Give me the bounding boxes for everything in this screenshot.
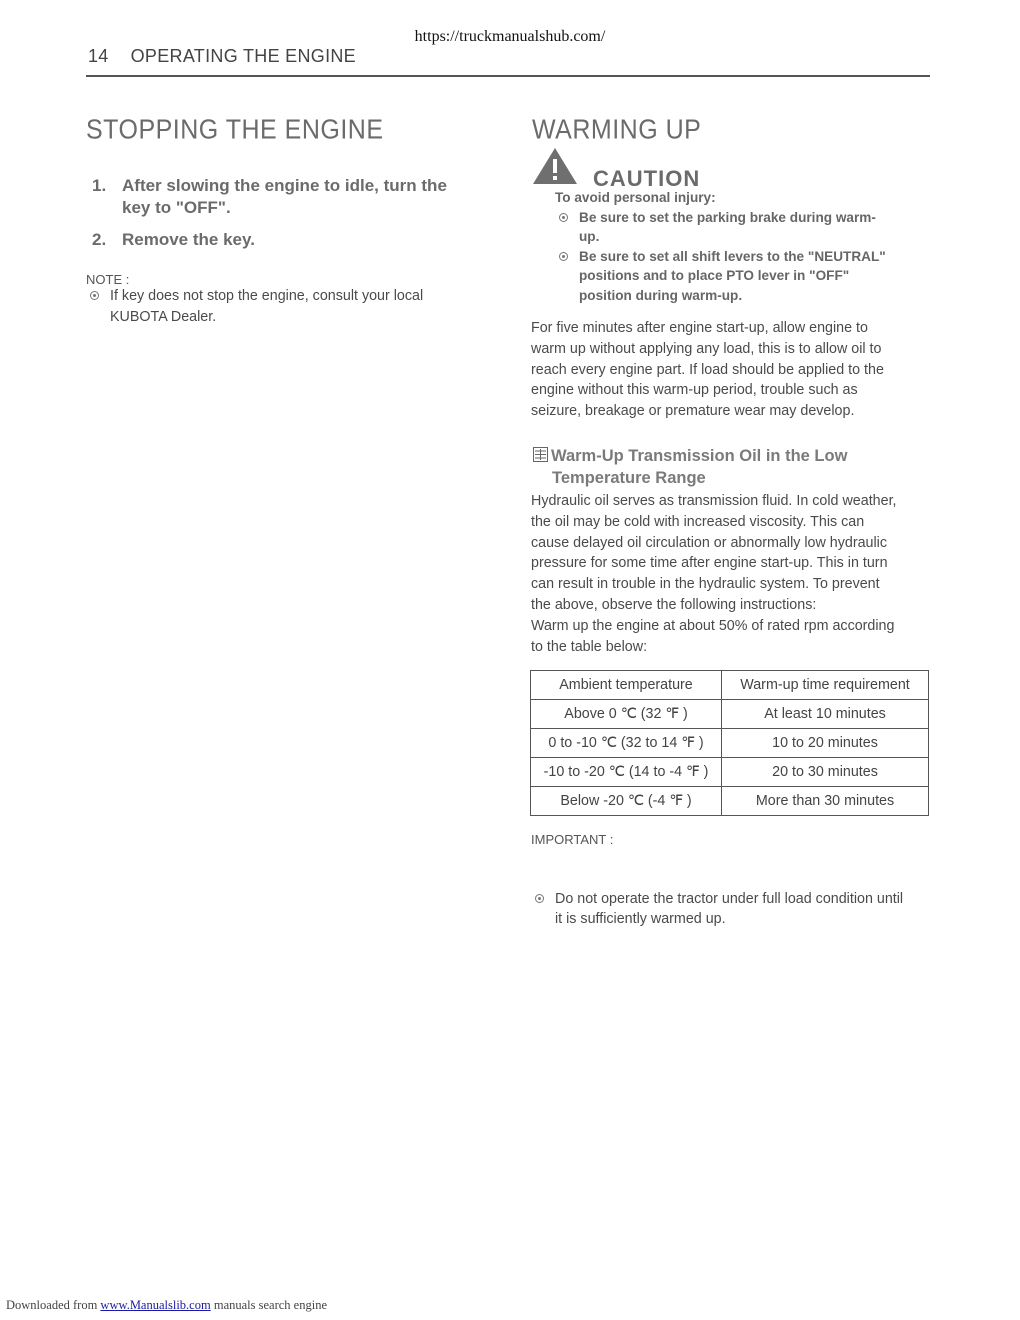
table-header-row xyxy=(531,671,929,700)
warmup-paragraph xyxy=(531,318,929,422)
para-line: reach every engine part. If load should be applied to the xyxy=(531,361,884,378)
table-cell: At least 10 minutes xyxy=(722,700,929,729)
thermometer-icon xyxy=(533,447,548,462)
footer-suffix: manuals search engine xyxy=(210,1298,327,1312)
para-line: the oil may be cold with increased viscosity. This can xyxy=(531,513,865,530)
warning-triangle-icon xyxy=(531,146,583,186)
table-row xyxy=(531,729,929,758)
para-line: Hydraulic oil serves as transmission fluid. In cold weather, xyxy=(531,493,897,509)
bullet-icon xyxy=(559,252,568,261)
important-item xyxy=(531,889,953,931)
table-cell: Above 0 ℃ (32 ℉ ) xyxy=(531,700,722,729)
table-cell: Below -20 ℃ (-4 ℉ ) xyxy=(531,787,722,816)
bullet-icon xyxy=(559,213,568,222)
chapter-title: OPERATING THE ENGINE xyxy=(130,46,356,66)
important-label: IMPORTANT : xyxy=(531,832,614,847)
table-header-cell: Ambient temperature xyxy=(531,671,722,700)
caution-box xyxy=(555,188,930,305)
para-line: the above, observe the following instructions: xyxy=(531,596,817,613)
warmup-table xyxy=(530,670,929,816)
caution-1-line2: up. xyxy=(579,229,600,244)
caution-item xyxy=(555,208,930,247)
step-2 xyxy=(92,229,482,251)
table-row xyxy=(531,700,929,729)
download-footer xyxy=(6,1298,327,1313)
para-line: engine without this warm-up period, trouble such as xyxy=(531,382,858,399)
caution-intro: To avoid personal injury: xyxy=(555,190,716,205)
page-number: 14 xyxy=(88,46,109,66)
sub-heading-line1: Warm-Up Transmission Oil in the Low xyxy=(551,447,848,465)
para-line: pressure for some time after engine start-up. This in turn xyxy=(531,555,888,572)
note-label: NOTE : xyxy=(86,272,130,287)
caution-2-line1: Be sure to set all shift levers to the "NEUTRAL" xyxy=(579,248,886,264)
table-header-cell: Warm-up time requirement xyxy=(722,671,929,700)
warming-title: WARMING UP xyxy=(532,114,702,146)
footer-prefix: Downloaded from xyxy=(6,1298,101,1312)
para-line: can result in trouble in the hydraulic system. To prevent xyxy=(531,576,880,593)
important-line1: Do not operate the tractor under full load condition until xyxy=(555,890,904,907)
step-2-number: 2. xyxy=(92,230,107,249)
source-url: https://truckmanualshub.com/ xyxy=(414,28,606,45)
caution-2-line3: position during warm-up. xyxy=(579,287,743,303)
caution-1-line1: Be sure to set the parking brake during warm- xyxy=(579,209,876,225)
table-cell: 10 to 20 minutes xyxy=(722,729,929,758)
header-rule xyxy=(86,75,930,77)
table-row xyxy=(531,787,929,816)
step-1-number: 1. xyxy=(92,176,107,195)
page-header xyxy=(88,46,356,67)
table-row xyxy=(531,758,929,787)
para-line: warm up without applying any load, this is to allow oil to xyxy=(531,340,882,357)
bullet-icon xyxy=(90,291,99,300)
step-1 xyxy=(92,175,482,219)
step-1-line2: key to "OFF". xyxy=(122,198,231,217)
caution-label: CAUTION xyxy=(593,166,701,191)
note-line1: If key does not stop the engine, consult your local xyxy=(110,288,424,304)
stopping-title: STOPPING THE ENGINE xyxy=(86,114,384,146)
table-cell: More than 30 minutes xyxy=(722,787,929,816)
table-cell: 0 to -10 ℃ (32 to 14 ℉ ) xyxy=(531,729,722,758)
table-cell: 20 to 30 minutes xyxy=(722,758,929,787)
note-item xyxy=(86,286,508,328)
sub-heading-line2: Temperature Range xyxy=(552,469,706,487)
step-1-line1: After slowing the engine to idle, turn the xyxy=(122,176,447,195)
step-2-text: Remove the key. xyxy=(122,230,255,249)
para-line: to the table below: xyxy=(531,638,648,655)
hydraulic-paragraph xyxy=(531,491,929,657)
caution-item xyxy=(555,247,930,306)
para-line: Warm up the engine at about 50% of rated rpm according xyxy=(531,617,895,634)
para-line: seizure, breakage or premature wear may develop. xyxy=(531,403,855,420)
para-line: For five minutes after engine start-up, allow engine to xyxy=(531,320,868,336)
para-line: cause delayed oil circulation or abnormally low hydraulic xyxy=(531,534,888,551)
table-cell: -10 to -20 ℃ (14 to -4 ℉ ) xyxy=(531,758,722,787)
important-line2: it is sufficiently warmed up. xyxy=(555,911,726,928)
manualslib-link[interactable]: www.Manualslib.com xyxy=(100,1298,211,1312)
note-line2: KUBOTA Dealer. xyxy=(110,308,217,325)
bullet-icon xyxy=(535,894,544,903)
caution-2-line2: positions and to place PTO lever in "OFF" xyxy=(579,268,850,283)
